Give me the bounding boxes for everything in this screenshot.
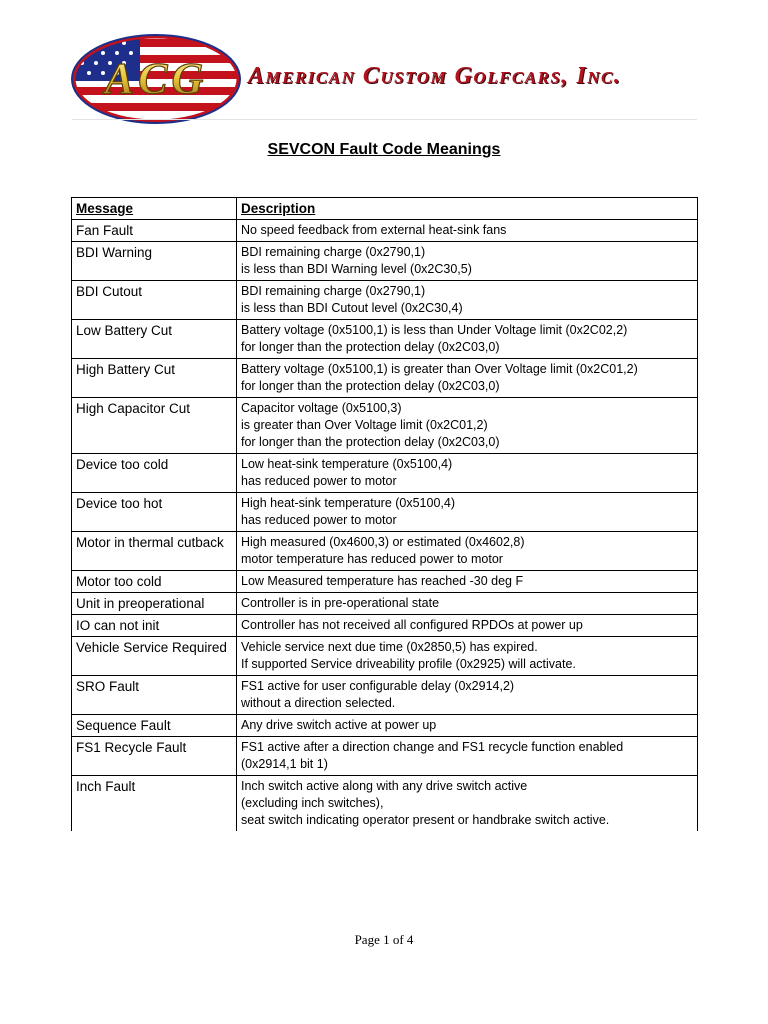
table-row (72, 493, 698, 532)
fault-description (237, 615, 698, 637)
description-line: If supported Service driveability profile (0x2925) will activate. (241, 657, 576, 671)
description-line: without a direction selected. (241, 696, 396, 710)
fault-message: Motor too cold (72, 571, 237, 593)
description-line: High measured (0x4600,3) or estimated (0x4602,8) (241, 535, 525, 549)
document-title: SEVCON Fault Code Meanings (267, 141, 501, 158)
description-line: motor temperature has reduced power to motor (241, 552, 503, 566)
fault-message: Low Battery Cut (72, 320, 237, 359)
description-line: Battery voltage (0x5100,1) is less than Under Voltage limit (0x2C02,2) (241, 323, 628, 337)
fault-description (237, 493, 698, 532)
fault-description (237, 571, 698, 593)
description-line: has reduced power to motor (241, 474, 397, 488)
table-row (72, 593, 698, 615)
table-header-row (72, 198, 698, 220)
table-row (72, 320, 698, 359)
description-line: has reduced power to motor (241, 513, 397, 527)
description-line: Inch switch active along with any drive switch active (241, 779, 528, 793)
fault-description (237, 281, 698, 320)
description-line: Controller is in pre-operational state (241, 596, 440, 610)
description-line: BDI remaining charge (0x2790,1) (241, 284, 426, 298)
table-row (72, 637, 698, 676)
column-header-message: Message (72, 198, 237, 220)
description-line: (0x2914,1 bit 1) (241, 757, 328, 771)
fault-description (237, 715, 698, 737)
table-row (72, 359, 698, 398)
fault-description (237, 398, 698, 454)
column-header-description: Description (237, 198, 698, 220)
description-line: Vehicle service next due time (0x2850,5) has expired. (241, 640, 538, 654)
fault-description (237, 593, 698, 615)
table-row (72, 532, 698, 571)
fault-description (237, 532, 698, 571)
fault-message: Device too hot (72, 493, 237, 532)
fault-description (237, 242, 698, 281)
fault-message: Unit in preoperational (72, 593, 237, 615)
fault-description (237, 737, 698, 776)
description-line: Low heat-sink temperature (0x5100,4) (241, 457, 453, 471)
fault-message: IO can not init (72, 615, 237, 637)
description-line: seat switch indicating operator present or handbrake switch active. (241, 813, 610, 827)
description-line: for longer than the protection delay (0x2C03,0) (241, 340, 500, 354)
table-row (72, 776, 698, 832)
table-row (72, 281, 698, 320)
header-divider (72, 119, 697, 120)
table-row (72, 715, 698, 737)
table-row (72, 571, 698, 593)
table-row (72, 615, 698, 637)
fault-description (237, 676, 698, 715)
fault-description (237, 320, 698, 359)
description-line: BDI remaining charge (0x2790,1) (241, 245, 426, 259)
company-name: American Custom Golfcars, Inc. (248, 63, 622, 89)
fault-description (237, 776, 698, 832)
table-row (72, 737, 698, 776)
table-row (72, 676, 698, 715)
fault-message: BDI Warning (72, 242, 237, 281)
description-line: Any drive switch active at power up (241, 718, 437, 732)
fault-message: Motor in thermal cutback (72, 532, 237, 571)
fault-description (237, 359, 698, 398)
description-line: Battery voltage (0x5100,1) is greater than Over Voltage limit (0x2C01,2) (241, 362, 638, 376)
description-line: is less than BDI Cutout level (0x2C30,4) (241, 301, 463, 315)
fault-description (237, 454, 698, 493)
description-line: for longer than the protection delay (0x2C03,0) (241, 435, 500, 449)
fault-message: SRO Fault (72, 676, 237, 715)
page-number: Page 1 of 4 (354, 932, 414, 947)
fault-description (237, 637, 698, 676)
fault-message: FS1 Recycle Fault (72, 737, 237, 776)
description-line: (excluding inch switches), (241, 796, 384, 810)
description-line: High heat-sink temperature (0x5100,4) (241, 496, 456, 510)
acg-logo (70, 33, 242, 125)
fault-message: BDI Cutout (72, 281, 237, 320)
description-line: FS1 active after a direction change and FS1 recycle function enabled (241, 740, 624, 754)
description-line: Controller has not received all configured RPDOs at power up (241, 618, 583, 632)
fault-message: Vehicle Service Required (72, 637, 237, 676)
description-line: No speed feedback from external heat-sink fans (241, 223, 507, 237)
fault-message: Sequence Fault (72, 715, 237, 737)
description-line: is less than BDI Warning level (0x2C30,5) (241, 262, 472, 276)
fault-message: Device too cold (72, 454, 237, 493)
fault-message: Fan Fault (72, 220, 237, 242)
description-line: FS1 active for user configurable delay (0x2914,2) (241, 679, 515, 693)
fault-message: High Capacitor Cut (72, 398, 237, 454)
table-row (72, 454, 698, 493)
table-row (72, 242, 698, 281)
logo-letters: ACG (104, 54, 208, 103)
fault-code-table (71, 197, 698, 831)
description-line: Capacitor voltage (0x5100,3) (241, 401, 402, 415)
fault-message: High Battery Cut (72, 359, 237, 398)
description-line: for longer than the protection delay (0x2C03,0) (241, 379, 500, 393)
table-row (72, 398, 698, 454)
table-row (72, 220, 698, 242)
fault-description (237, 220, 698, 242)
description-line: is greater than Over Voltage limit (0x2C01,2) (241, 418, 488, 432)
fault-rows (72, 220, 698, 832)
fault-message: Inch Fault (72, 776, 237, 832)
description-line: Low Measured temperature has reached -30 deg F (241, 574, 524, 588)
